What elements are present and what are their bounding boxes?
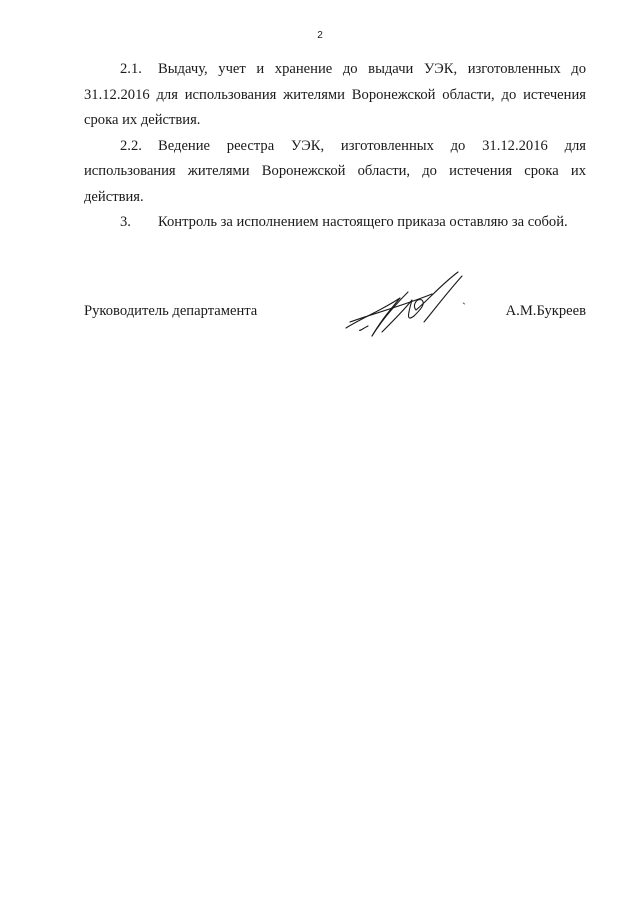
paragraph-number: 2.2.: [120, 137, 142, 154]
paragraph-number: 2.1.: [120, 61, 142, 77]
document-body: [84, 57, 586, 236]
signatory-name: А.М.Букреев: [505, 303, 586, 319]
signatory-position: Руководитель департамента: [84, 303, 258, 319]
paragraph-3: [84, 210, 586, 236]
handwritten-signature: [342, 270, 472, 345]
signature-block: [84, 300, 586, 350]
paragraph-2-2: [84, 134, 586, 211]
paragraph-text: Контроль за исполнением настоящего приказа оставляю за собой.: [158, 214, 568, 230]
paragraph-2-1: [84, 57, 586, 134]
paragraph-number: 3.: [120, 214, 131, 230]
page-number: 2: [317, 30, 323, 41]
paragraph-text: Выдачу, учет и хранение до выдачи УЭК, изготовленных до 31.12.2016 для использования жителями Воронежской области, до истечения срока их действия.: [84, 61, 586, 128]
paragraph-text: Ведение реестра УЭК, изготовленных до 31.12.2016 для использования жителями Воронежской области, до истечения срока их действия.: [84, 137, 586, 205]
signature-mark: `: [462, 300, 466, 314]
